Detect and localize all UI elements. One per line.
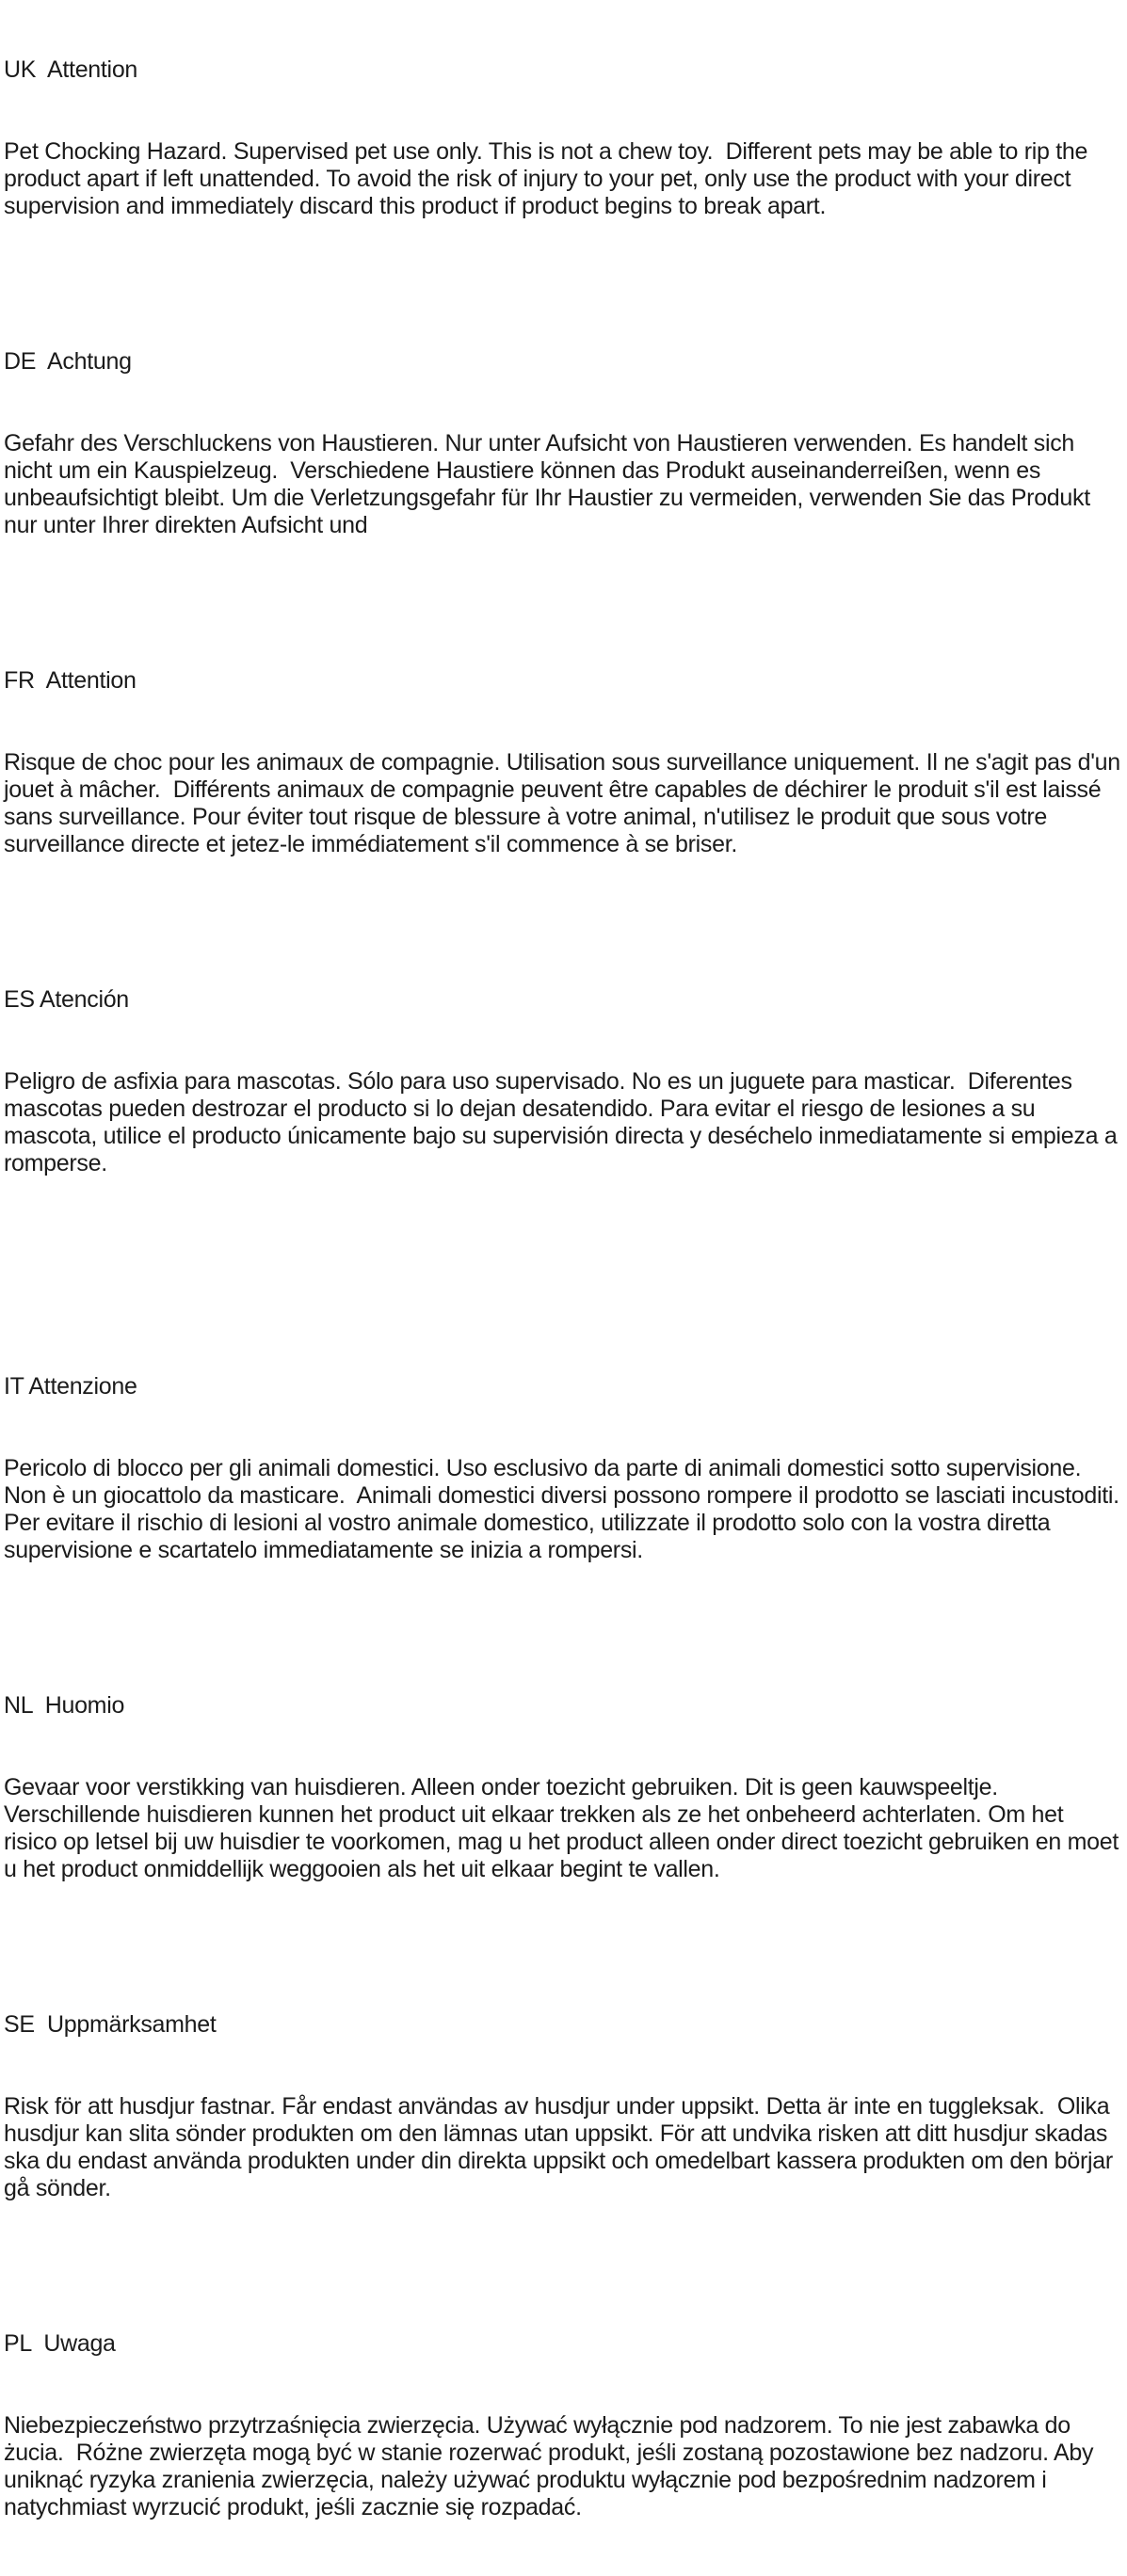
section-body-uk: Pet Chocking Hazard. Supervised pet use only. This is not a chew toy. Different pets may be able to rip the product apart if left unattended. To avoid the risk of injury to your pet, only use the product with your direct supervision and immediately discard this product if product begins to break apart. <box>4 138 1094 219</box>
section-heading-nl: NL Huomio <box>4 1692 125 1719</box>
warning-section-se <box>4 1957 1121 2257</box>
warning-section-de <box>4 294 1121 594</box>
section-body-pl: Niebezpieczeństwo przytrzaśnięcia zwierzęcia. Używać wyłącznie pod nadzorem. To nie jest zabawka do żucia. Różne zwierzęta mogą być w stanie rozerwać produkt, jeśli zostaną pozostawione bez nadzoru. Aby uniknąć ryzyka zranienia zwierzęcia, należy używać produktu wyłącznie pod bezpośrednim nadzorem i natychmiast wyrzucić produkt, jeśli zacznie się rozpadać. <box>4 2412 1100 2520</box>
warning-section-fr <box>4 613 1127 913</box>
section-body-it: Pericolo di blocco per gli animali domestici. Uso esclusivo da parte di animali domestici sotto supervisione. Non è un giocattolo da masticare. Animali domestici diversi possono rompere il prodotto se lasciati incustoditi. Per evitare il rischio di lesioni al vostro animale domestico, utilizzate il prodotto solo con la vostra diretta supervisione e scartatelo immediatamente se inizia a rompersi. <box>4 1455 1126 1563</box>
warning-section-it <box>4 1319 1126 1619</box>
warning-section-es <box>4 932 1124 1232</box>
section-body-se: Risk för att husdjur fastnar. Får endast användas av husdjur under uppsikt. Detta är inte en tuggleksak. Olika husdjur kan slita sönder produkten om den lämnas utan uppsikt. För att undvika risken att ditt husdjur skadas ska du endast använda produkten under din direkta uppsikt och omedelbart kassera produkten om den börjar gå sönder. <box>4 2093 1119 2201</box>
warning-section-uk <box>4 2 1121 275</box>
section-heading-de: DE Achtung <box>4 348 132 375</box>
warning-section-nl <box>4 1638 1125 1938</box>
section-heading-es: ES Atención <box>4 986 129 1013</box>
section-body-nl: Gevaar voor verstikking van huisdieren. Alleen onder toezicht gebruiken. Dit is geen kauwspeeltje. Verschillende huisdieren kunnen het product uit elkaar trekken als ze het onbeheerd achterlaten. Om het risico op letsel bij uw huisdier te voorkomen, mag u het product alleen onder direct toezicht gebruiken en moet u het product onmiddellijk weggooien als het uit elkaar begint te vallen. <box>4 1774 1125 1882</box>
section-heading-fr: FR Attention <box>4 667 137 694</box>
section-body-de: Gefahr des Verschluckens von Haustieren. Nur unter Aufsicht von Haustieren verwenden. Es handelt sich nicht um ein Kauspielzeug. Verschiedene Haustiere können das Produkt auseinanderreißen, wenn es unbeaufsichtigt bleibt. Um die Verletzungsgefahr für Ihr Haustier zu vermeiden, verwenden Sie das Produkt nur unter Ihrer direkten Aufsicht und <box>4 430 1097 538</box>
section-heading-it: IT Attenzione <box>4 1373 137 1400</box>
warning-section-pl <box>4 2276 1121 2576</box>
section-body-es: Peligro de asfixia para mascotas. Sólo para uso supervisado. No es un juguete para masticar. Diferentes mascotas pueden destrozar el producto si lo dejan desatendido. Para evitar el riesgo de lesiones a su mascota, utilice el producto únicamente bajo su supervisión directa y deséchelo inmediatamente si empieza a romperse. <box>4 1068 1124 1176</box>
section-body-fr: Risque de choc pour les animaux de compagnie. Utilisation sous surveillance uniquement. Il ne s'agit pas d'un jouet à mâcher. Différents animaux de compagnie peuvent être capables de déchirer le produit s'il est laissé sans surveillance. Pour éviter tout risque de blessure à votre animal, n'utilisez le produit que sous votre surveillance directe et jetez-le immédiatement s'il commence à se briser. <box>4 749 1127 857</box>
section-heading-uk: UK Attention <box>4 56 138 83</box>
section-heading-se: SE Uppmärksamhet <box>4 2011 217 2038</box>
section-heading-pl: PL Uwaga <box>4 2330 116 2357</box>
